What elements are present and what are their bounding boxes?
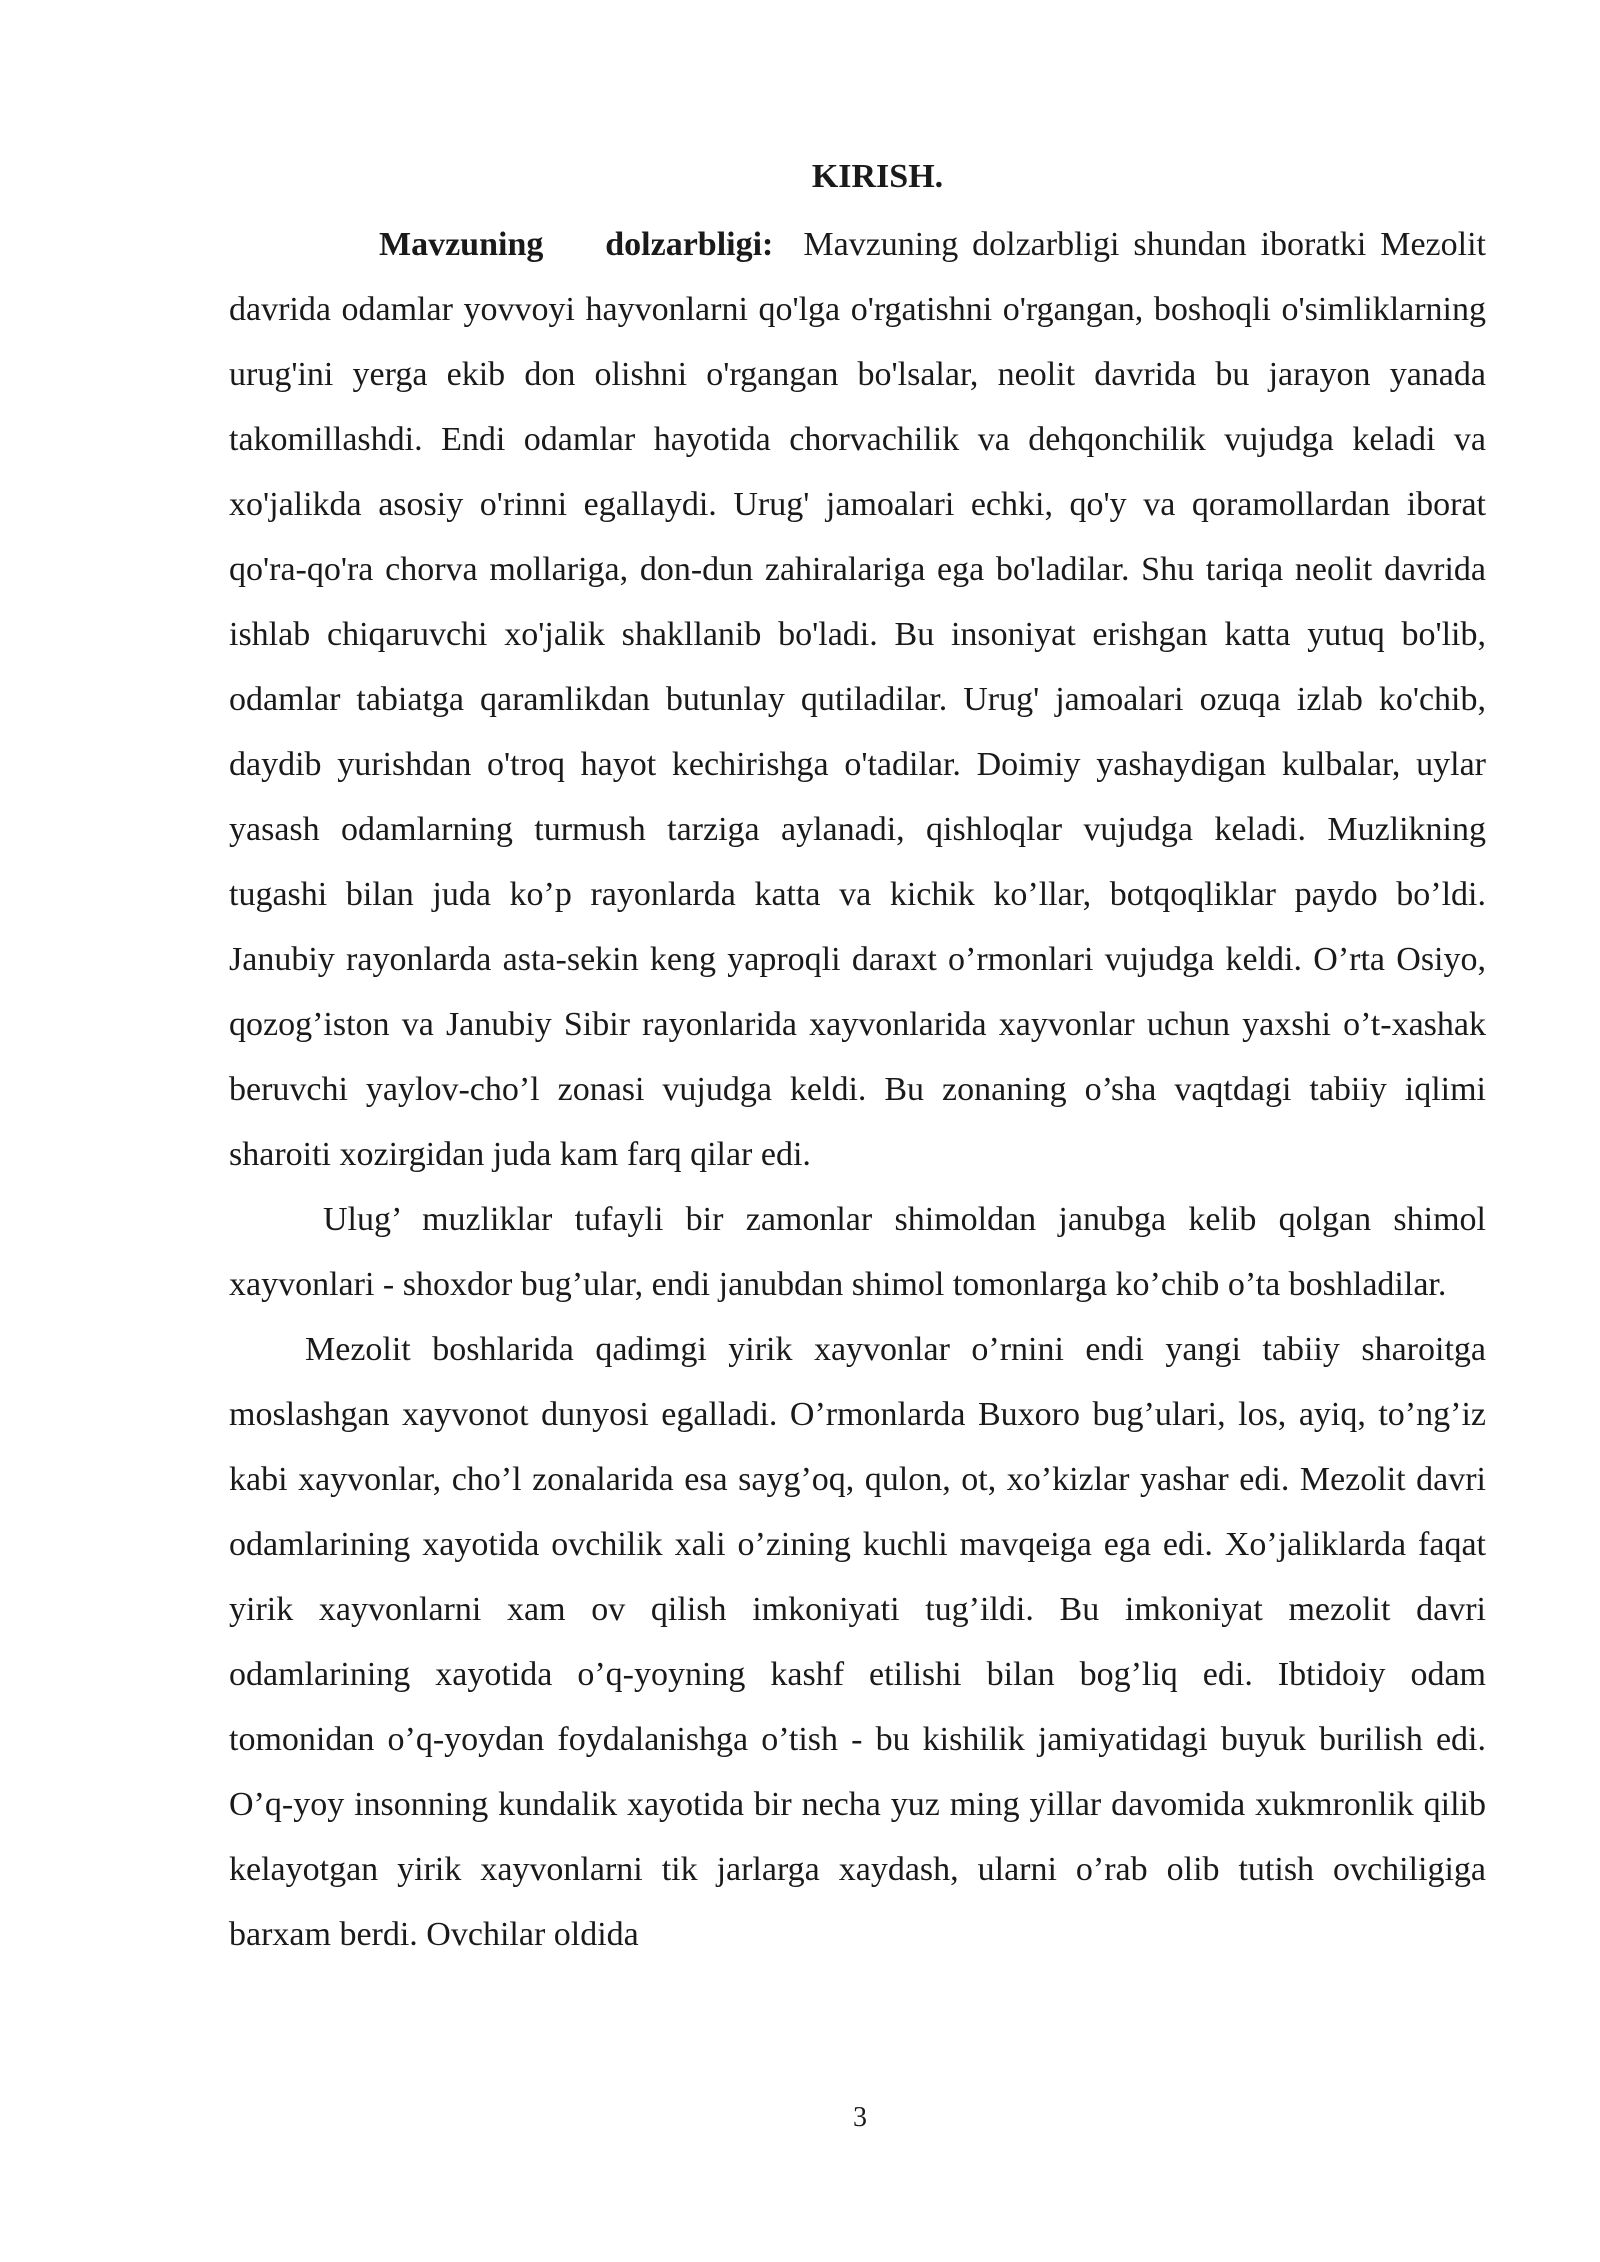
paragraph-relevance <box>229 212 1486 1187</box>
paragraph-text: Ulug’ muzliklar tufayli bir zamonlar shimoldan janubga kelib qolgan shimol xayvonlari - shoxdor bug’ular, endi janubdan shimol tomonlarga ko’chib o’ta boshladilar. <box>229 1201 1486 1303</box>
paragraph-lead: Mavzuning dolzarbligi: <box>379 226 774 263</box>
page-title: KIRISH. <box>811 158 944 195</box>
paragraph-glaciers <box>229 1187 1486 1317</box>
paragraph-text: Mezolit boshlarida qadimgi yirik xayvonlar o’rnini endi yangi tabiiy sharoitga moslashgan xayvonot dunyosi egalladi. O’rmonlarda Buxoro bug’ulari, los, ayiq, to’ng’iz kabi xayvonlar, cho’l zonalarida esa sayg’oq, qulon, ot, xo’kizlar yashar edi. Mezolit davri odamlarining xayotida ovchilik xali o’zining kuchli mavqeiga ega edi. Xo’jaliklarda faqat yirik xayvonlarni xam ov qilish imkoniyati tug’ildi. Bu imkoniyat mezolit davri odamlarining xayotida o’q-yoyning kashf etilishi bilan bog’liq edi. Ibtidoiy odam tomonidan o’q-yoydan foydalanishga o’tish - bu kishilik jamiyatidagi buyuk burilish edi. O’q-yoy insonning kundalik xayotida bir necha yuz ming yillar davomida xukmronlik qilib kelayotgan yirik xayvonlarni tik jarlarga xaydash, ularni o’rab olib tutish ovchiligiga barxam berdi. Ovchilar oldida <box>229 1331 1486 1953</box>
paragraph-text: Mavzuning dolzarbligi shundan iboratki Mezolit davrida odamlar yovvoyi hayvonlarni qo'lga o'rgatishni o'rgangan, boshoqli o'simliklarning urug'ini yerga ekib don olishni o'rgangan bo'lsalar, neolit davrida bu jarayon yanada takomillashdi. Endi odamlar hayotida chorvachilik va dehqonchilik vujudga keladi va xo'jalikda asosiy o'rinni egallaydi. Urug' jamoalari echki, qo'y va qoramollardan iborat qo'ra-qo'ra chorva mollariga, don-dun zahiralariga ega bo'ladilar. Shu tariqa neolit davrida ishlab chiqaruvchi xo'jalik shakllanib bo'ladi. Bu insoniyat erishgan katta yutuq bo'lib, odamlar tabiatga qaramlikdan butunlay qutiladilar. Urug' jamoalari ozuqa izlab ko'chib, daydib yurishdan o'troq hayot kechirishga o'tadilar. Doimiy yashaydigan kulbalar, uylar yasash odamlarning turmush tarziga aylanadi, qishloqlar vujudga keladi. Muzlikning tugashi bilan juda ko’p rayonlarda katta va kichik ko’llar, botqoqliklar paydo bo’ldi. Janubiy rayonlarda asta-sekin keng yaproqli daraxt o’rmonlari vujudga keldi. O’rta Osiyo, qozog’iston va Janubiy Sibir rayonlarida xayvonlarida xayvonlar uchun yaxshi o’t-xashak beruvchi yaylov-cho’l zonasi vujudga keldi. Bu zonaning o’sha vaqtdagi tabiiy iqlimi sharoiti xozirgidan juda kam farq qilar edi. <box>229 226 1486 1173</box>
page-body <box>229 148 1486 1967</box>
page-number: 3 <box>853 2102 867 2133</box>
paragraph-mesolithic <box>229 1317 1486 1967</box>
